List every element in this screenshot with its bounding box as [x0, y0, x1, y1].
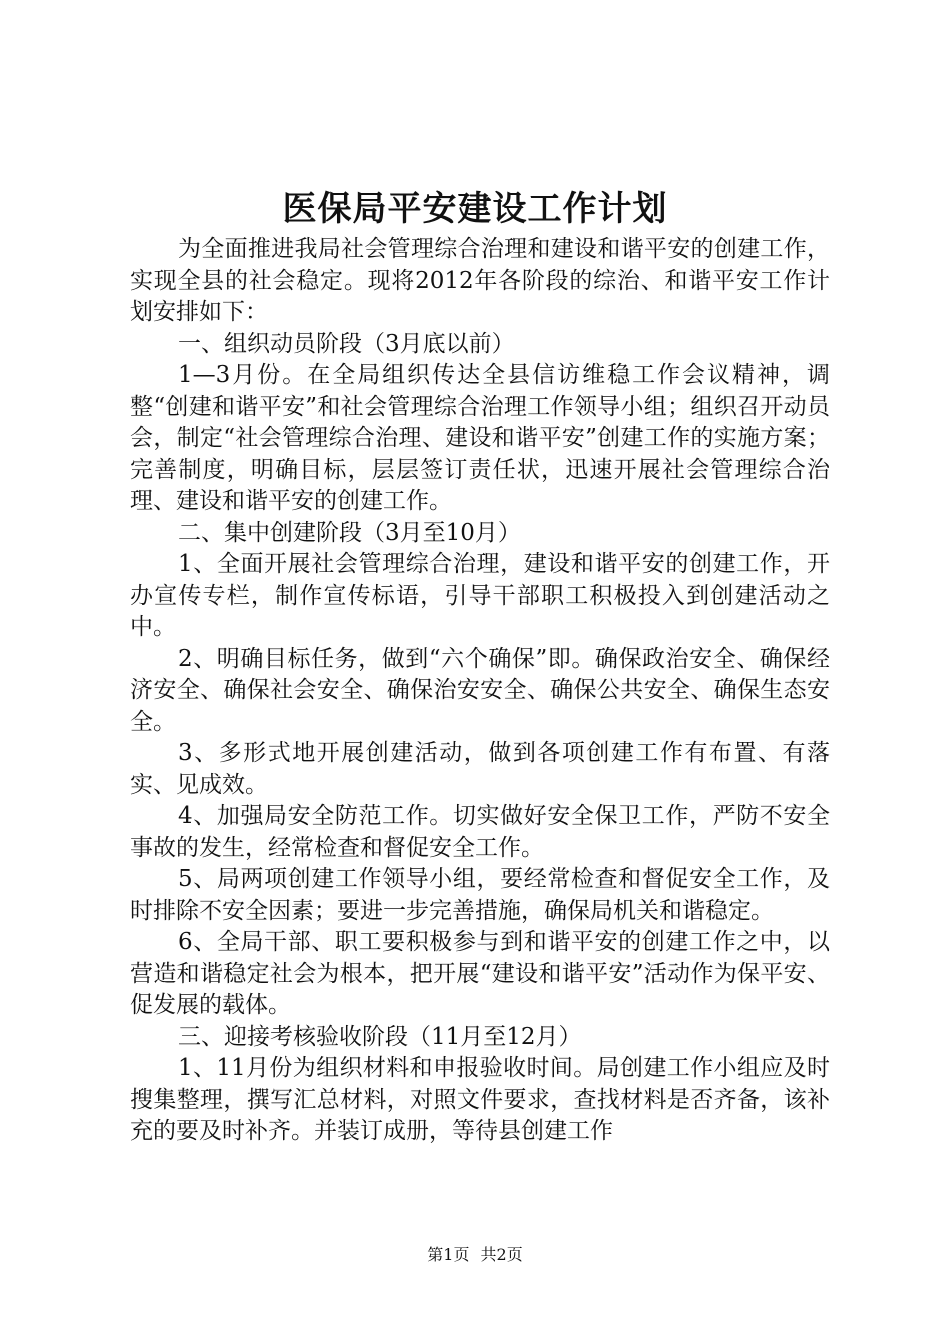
paragraph-item-2-4: 4、加强局安全防范工作。切实做好安全保卫工作，严防不安全事故的发生，经常检查和督促安全工作。 — [130, 803, 830, 861]
paragraph-item-2-3: 3、多形式地开展创建活动，做到各项创建工作有布置、有落实、见成效。 — [130, 740, 830, 798]
section-heading-2: 二、集中创建阶段（3月至10月） — [178, 519, 521, 546]
page-number: 第1页 — [427, 1245, 470, 1264]
paragraph-item-2-2: 2、明确目标任务，做到“六个确保”即。确保政治安全、确保经济安全、确保社会安全、确保治安安全、确保公共安全、确保生态安全。 — [130, 645, 830, 735]
paragraph-item-3-1: 1、11月份为组织材料和申报验收时间。局创建工作小组应及时搜集整理，撰写汇总材料，对照文件要求，查找材料是否齐备，该补充的要及时补齐。并装订成册，等待县创建工作 — [130, 1055, 830, 1144]
paragraph-section-1: 1—3月份。在全局组织传达全县信访维稳工作会议精神，调整“创建和谐平安”和社会管理综合治理工作领导小组；组织召开动员会，制定“社会管理综合治理、建设和谐平安”创建工作的实施方案；完善制度，明确目标，层层签订责任状，迅速开展社会管理综合治理、建设和谐平安的创建工作。 — [130, 362, 830, 514]
page-total: 共2页 — [480, 1245, 523, 1264]
paragraph-item-2-5: 5、局两项创建工作领导小组，要经常检查和督促安全工作，及时排除不安全因素；要进一步完善措施，确保局机关和谐稳定。 — [130, 866, 830, 924]
paragraph-item-2-6: 6、全局干部、职工要积极参与到和谐平安的创建工作之中，以营造和谐稳定社会为根本，把开展“建设和谐平安”活动作为保平安、促发展的载体。 — [130, 929, 830, 1018]
paragraph-item-2-1: 1、全面开展社会管理综合治理，建设和谐平安的创建工作，开办宣传专栏，制作宣传标语，引导干部职工积极投入到创建活动之中。 — [130, 551, 830, 640]
document-title: 医保局平安建设工作计划 — [282, 189, 668, 229]
section-heading-1: 一、组织动员阶段（3月底以前） — [178, 330, 515, 357]
section-heading-3: 三、迎接考核验收阶段（11月至12月） — [178, 1023, 582, 1050]
document-body — [130, 234, 830, 1148]
paragraph-intro: 为全面推进我局社会管理综合治理和建设和谐平安的创建工作，实现全县的社会稳定。现将2012年各阶段的综治、和谐平安工作计划安排如下： — [130, 236, 830, 325]
page-footer — [0, 1244, 950, 1266]
